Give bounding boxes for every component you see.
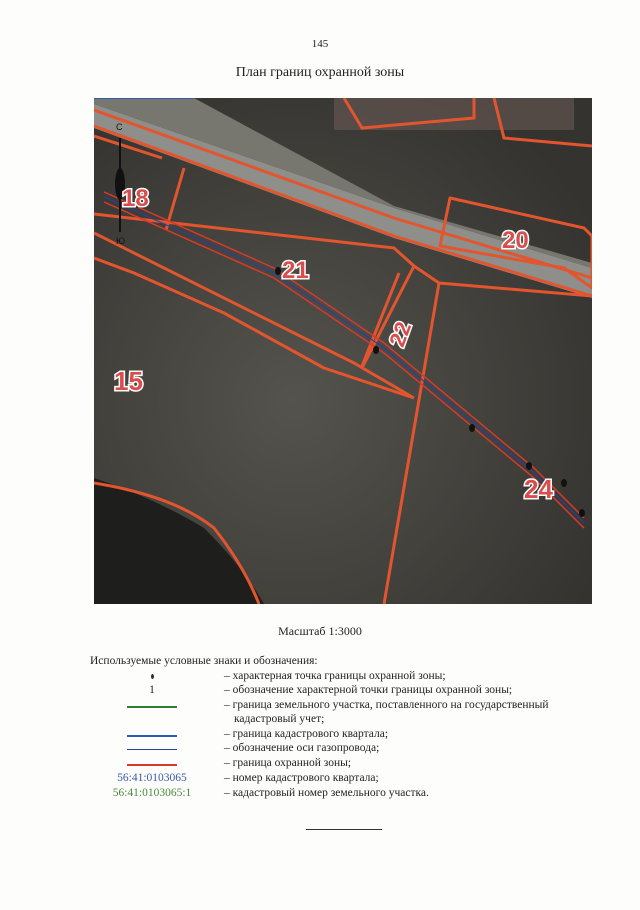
- blue-line-symbol: [127, 735, 177, 737]
- legend-item: [90, 684, 610, 698]
- legend-text: – номер кадастрового квартала;: [224, 772, 379, 784]
- parcel-label: 24: [524, 474, 553, 504]
- parcel-label: 15: [114, 366, 143, 396]
- legend-text: – граница кадастрового квартала;: [224, 728, 389, 740]
- parcel-label: 20: [502, 227, 529, 254]
- legend-item: [90, 699, 610, 713]
- compass-north-label: С: [116, 122, 123, 132]
- red-line-symbol: [127, 764, 177, 766]
- legend-item: [90, 670, 610, 684]
- legend-text: – характерная точка границы охранной зоны;: [224, 670, 446, 682]
- footer-rule: [306, 829, 382, 830]
- legend-text: – граница земельного участка, поставленного на государственный: [224, 699, 549, 711]
- dot-icon: [151, 674, 154, 679]
- legend-text: кадастровый учет;: [234, 713, 325, 725]
- map-image: [94, 98, 592, 604]
- thin-blue-line-symbol: [127, 749, 177, 750]
- point-number-symbol: 1: [149, 684, 155, 696]
- legend-item: [90, 787, 610, 801]
- legend-header: Используемые условные знаки и обозначения:: [90, 655, 318, 667]
- legend-text: – граница охранной зоны;: [224, 757, 352, 769]
- parcel-number-symbol: 56:41:0103065:1: [112, 787, 192, 799]
- legend-item: [90, 757, 610, 771]
- page-number: 145: [311, 38, 329, 50]
- legend-item: [90, 772, 610, 786]
- legend-text: – кадастровый номер земельного участка.: [224, 787, 429, 799]
- scale-label: Масштаб 1:3000: [278, 624, 362, 638]
- page-title: План границ охранной зоны: [235, 65, 405, 80]
- legend-item: [90, 713, 610, 727]
- parcel-label: 22: [384, 318, 417, 351]
- parcel-label: 18: [122, 185, 149, 212]
- legend-item: [90, 742, 610, 756]
- quarter-number-symbol: 56:41:0103065: [117, 772, 187, 784]
- legend-text: – обозначение оси газопровода;: [224, 742, 380, 754]
- legend-text: – обозначение характерной точки границы охранной зоны;: [224, 684, 513, 696]
- legend-item: [90, 728, 610, 742]
- parcel-label: 21: [282, 257, 309, 284]
- compass-south-label: Ю: [116, 236, 126, 246]
- green-line-symbol: [127, 706, 177, 708]
